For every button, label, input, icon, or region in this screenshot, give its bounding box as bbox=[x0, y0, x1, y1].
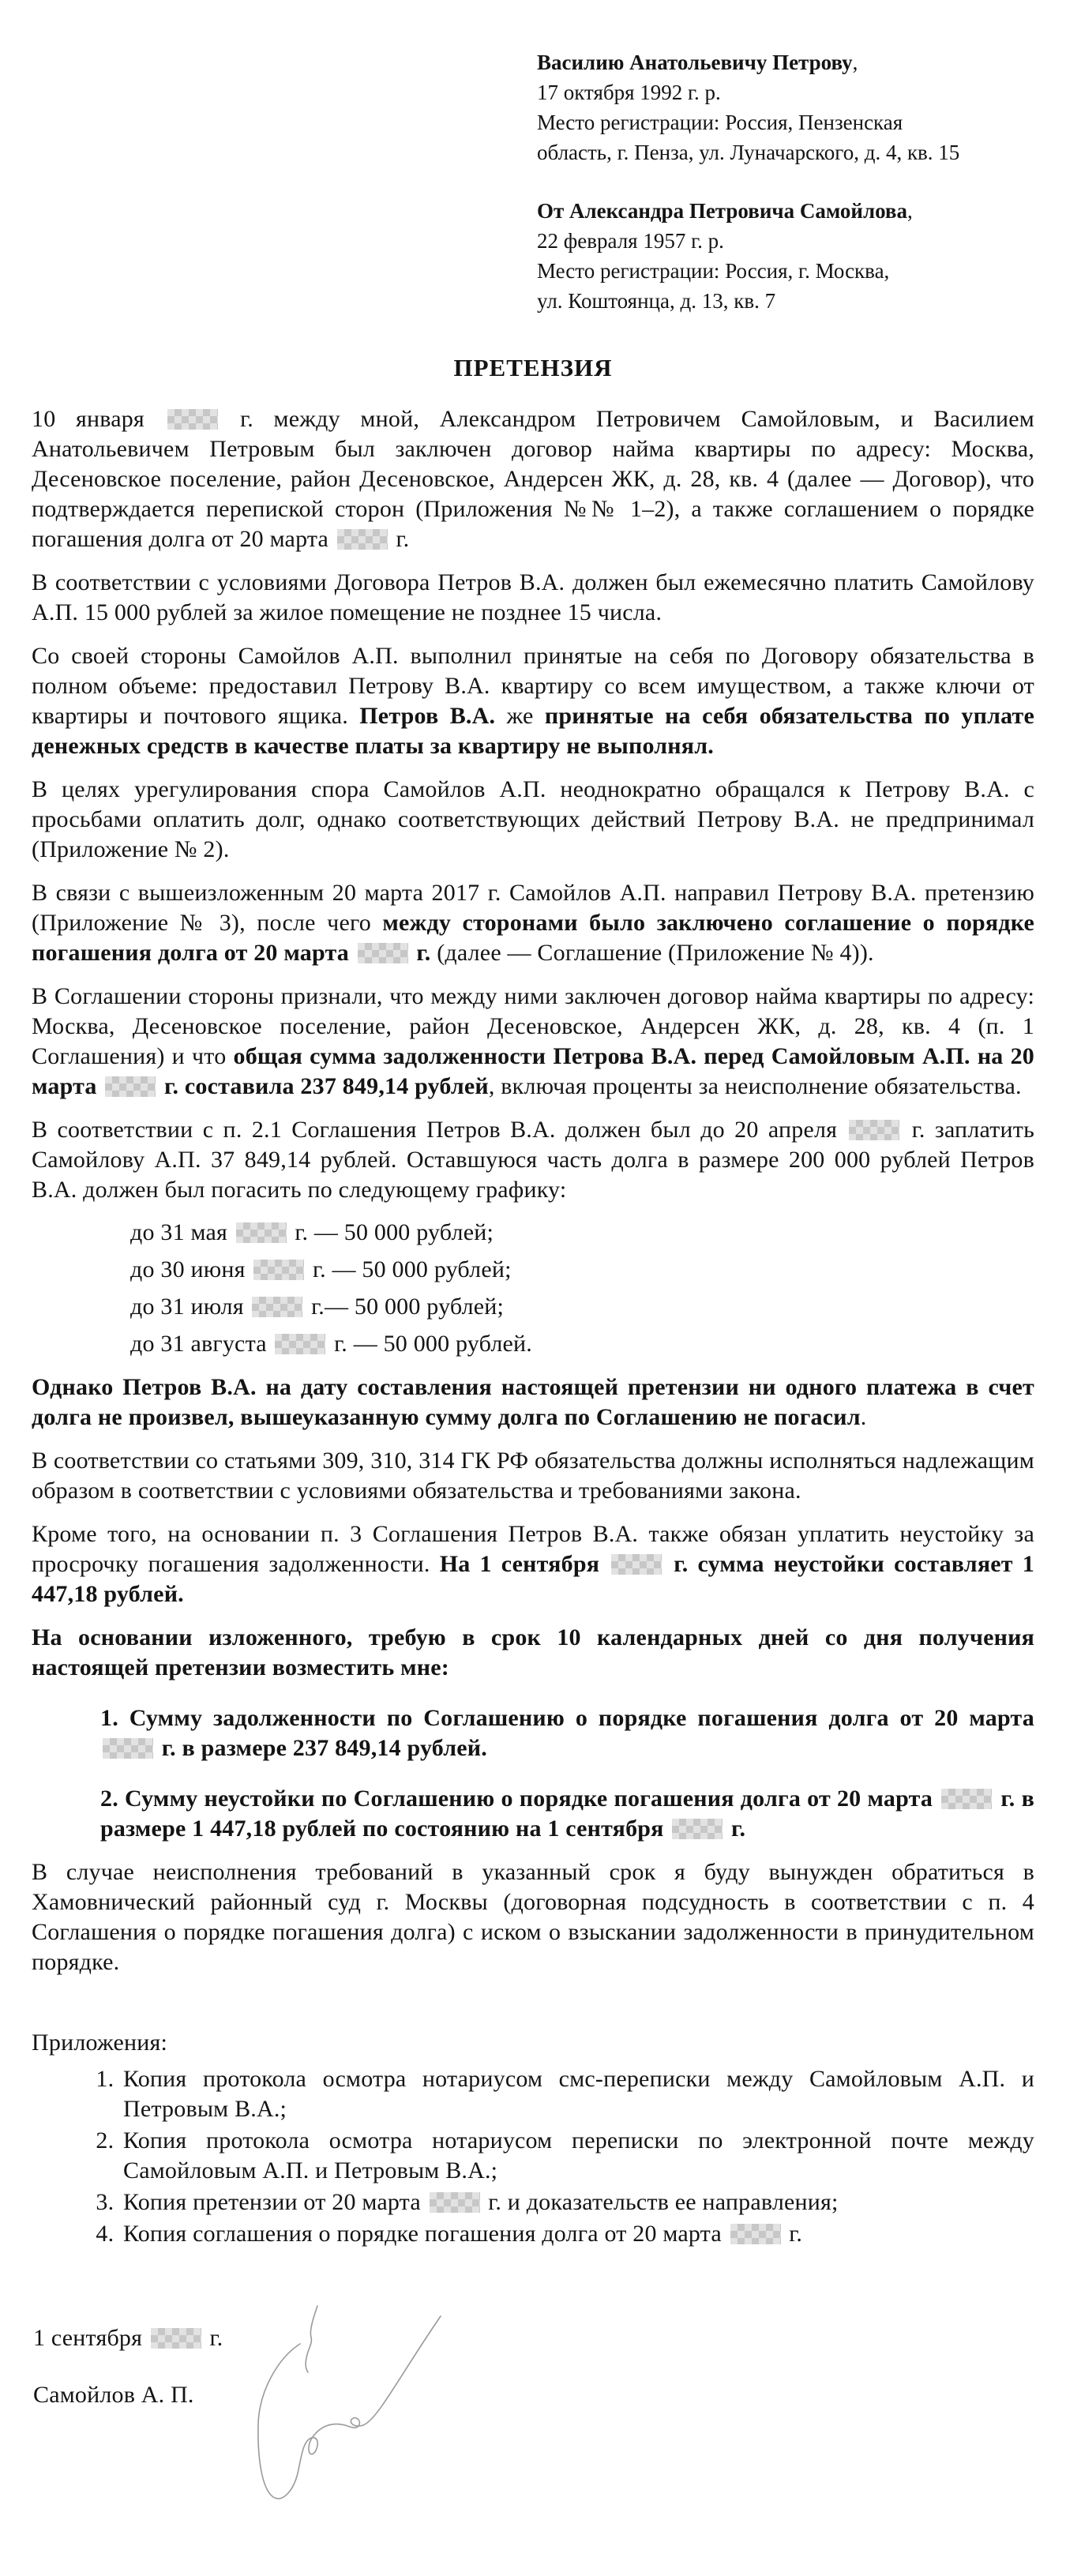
text-run: г. bbox=[783, 2221, 803, 2247]
addressee-name-line bbox=[537, 47, 1034, 77]
text-run: Кроме того, на основании п. 3 Соглашения Петров В.А. также обязан уплатить неустойку за просрочку погашения задолженности. bbox=[32, 1521, 1034, 1577]
redacted-date bbox=[252, 1297, 302, 1317]
redacted-date bbox=[337, 529, 388, 550]
paragraph-contract-intro bbox=[32, 404, 1034, 554]
paragraph-first-claim-and-agreement bbox=[32, 878, 1034, 968]
signer-name: Самойлов А. П. bbox=[33, 2382, 194, 2408]
demand-item-debt bbox=[100, 1703, 1034, 1763]
bold-text-run: г. сумма неустойки составляет 1 447,18 рублей. bbox=[32, 1551, 1034, 1607]
redacted-date bbox=[672, 1819, 723, 1839]
text-run: , bbox=[907, 199, 913, 223]
text-run: 22 февраля 1957 г. р. bbox=[537, 229, 724, 253]
header-parties-block bbox=[537, 47, 1034, 316]
attachments-heading: Приложения: bbox=[32, 2030, 168, 2056]
addressee-address-1 bbox=[537, 107, 1034, 137]
redacted-date bbox=[430, 2192, 480, 2213]
bold-text-run: Петров В.А. bbox=[359, 703, 496, 729]
sender-birthdate bbox=[537, 226, 1034, 256]
text-run: В соответствии с условиями Договора Петров В.А. должен был ежемесячно платить Самойлову А.П. 15 000 рублей за жилое помещение не позднее 15 числа. bbox=[32, 569, 1034, 625]
bold-text-run: Василию Анатольевичу Петрову bbox=[537, 51, 853, 74]
text-run: В соответствии с п. 2.1 Соглашения Петров В.А. должен был до 20 апреля bbox=[32, 1117, 847, 1143]
redacted-date bbox=[151, 2328, 201, 2349]
text-run: В целях урегулирования спора Самойлов А.П. неоднократно обращался к Петрову В.А. с просьбами оплатить долг, однако соответствующих действий Петрову В.А. не предпринимал (Приложение № 2). bbox=[32, 776, 1034, 862]
redacted-date bbox=[611, 1554, 662, 1575]
attachment-item bbox=[120, 2126, 1034, 2186]
redacted-date bbox=[236, 1222, 287, 1243]
paragraph-debt-amount bbox=[32, 982, 1034, 1102]
redacted-date bbox=[730, 2224, 781, 2244]
bold-text-run: На 1 сентября bbox=[439, 1551, 610, 1577]
bold-text-run: между сторонами было заключено соглашение о порядке погашения долга от 20 марта bbox=[32, 910, 1034, 966]
text-run: (далее — Соглашение (Приложение № 4)). bbox=[430, 940, 874, 966]
bold-text-run: г. в размере 237 849,14 рублей. bbox=[156, 1735, 487, 1761]
redacted-date bbox=[849, 1120, 899, 1140]
text-run: г. bbox=[389, 526, 410, 552]
text-run: г. — 50 000 рублей; bbox=[306, 1256, 512, 1282]
text-run: г. — 50 000 рублей; bbox=[288, 1219, 494, 1245]
text-run: Со своей стороны Самойлов А.П. выполнил принятые на себя по Договору обязательства в полном объеме: предоставил Петрову В.А. квартиру со всем имуществом, а также ключи от квартиры и почтового ящика. bbox=[32, 643, 1034, 729]
paragraph-court-warning bbox=[32, 1857, 1034, 1977]
attachment-item bbox=[120, 2064, 1034, 2124]
text-run: г. между мной, Александром Петровичем Самойловым, и Василием Анатольевичем Петровым был заключен договор найма квартиры по адресу: Москва, Десеновское поселение, район Десеновское, Андерсен ЖК, д. 28, кв. 4 (далее — Договор), что подтверждается перепиской сторон (Приложения №№ 1–2), а также соглашением о порядке погашения долга от 20 марта bbox=[32, 406, 1034, 552]
attachment-item bbox=[120, 2187, 1034, 2217]
bold-text-run: принятые на себя обязательства по уплате денежных средств в качестве платы за квартиру не выполнял. bbox=[32, 703, 1034, 759]
handwritten-signature bbox=[237, 2290, 450, 2503]
document-title: ПРЕТЕНЗИЯ bbox=[453, 354, 613, 381]
text-run: 10 января bbox=[32, 406, 165, 432]
party-gap bbox=[537, 167, 1034, 196]
bold-text-run: Однако Петров В.А. на дату составления настоящей претензии ни одного платежа в счет долга не произвел, вышеуказанную сумму долга по Соглашению не погасил bbox=[32, 1374, 1034, 1430]
text-run: же bbox=[495, 703, 545, 729]
text-run: . bbox=[860, 1404, 867, 1430]
bold-text-run: 2. Сумму неустойки по Соглашению о порядке погашения долга от 20 марта bbox=[100, 1786, 940, 1812]
text-run: Место регистрации: Россия, г. Москва, bbox=[537, 259, 890, 283]
text-run: г. и доказательств ее направления; bbox=[482, 2189, 839, 2215]
text-run: до 30 июня bbox=[130, 1256, 252, 1282]
schedule-item bbox=[130, 1292, 1034, 1322]
bold-text-run: г. в размере 1 447,18 рублей по состоянию на 1 сентября bbox=[100, 1786, 1034, 1842]
text-run: г. bbox=[203, 2325, 223, 2351]
paragraph-civil-code bbox=[32, 1446, 1034, 1506]
paragraph-landlord-performance bbox=[32, 641, 1034, 761]
text-run: до 31 июля bbox=[130, 1294, 250, 1320]
paragraph-rent-terms bbox=[32, 568, 1034, 628]
text-run: Место регистрации: Россия, Пензенская bbox=[537, 111, 903, 134]
schedule-item bbox=[130, 1329, 1034, 1359]
text-run: г.— 50 000 рублей; bbox=[305, 1294, 505, 1320]
redacted-date bbox=[253, 1260, 304, 1280]
text-run: В соответствии со статьями 309, 310, 314 ГК РФ обязательства должны исполняться надлежащим образом в соответствии с условиями обязательства и требованиями закона. bbox=[32, 1448, 1034, 1504]
bold-text-run: От Александра Петровича Самойлова bbox=[537, 199, 908, 223]
demand-item-penalty bbox=[100, 1784, 1034, 1844]
bold-text-run: общая сумма задолженности Петрова В.А. перед Самойловым А.П. на 20 марта bbox=[32, 1043, 1034, 1099]
text-run: до 31 мая bbox=[130, 1219, 234, 1245]
paragraph-settlement-attempts bbox=[32, 775, 1034, 865]
redacted-date bbox=[167, 409, 218, 430]
text-run: г. — 50 000 рублей. bbox=[328, 1331, 532, 1357]
footer-date bbox=[33, 2325, 223, 2352]
bold-text-run: г. bbox=[410, 940, 431, 966]
bold-text-run: г. bbox=[725, 1816, 746, 1842]
text-run: область, г. Пенза, ул. Луначарского, д. 4, кв. 15 bbox=[537, 141, 960, 164]
redacted-date bbox=[358, 943, 408, 963]
text-run: Копия протокола осмотра нотариусом смс-переписки между Самойловым А.П. и Петровым В.А.; bbox=[123, 2066, 1034, 2122]
paragraph-demands-intro bbox=[32, 1623, 1034, 1683]
document-body bbox=[32, 404, 1034, 2249]
payment-schedule-list bbox=[130, 1218, 1034, 1359]
paragraph-no-payments bbox=[32, 1372, 1034, 1433]
text-run: 1 сентября bbox=[33, 2325, 148, 2351]
attachments-list bbox=[32, 2064, 1034, 2249]
paragraph-payment-schedule-intro bbox=[32, 1115, 1034, 1205]
redacted-date bbox=[103, 1738, 153, 1759]
text-run: г. заплатить Самойлову А.П. 37 849,14 рублей. Оставшуюся часть долга в размере 200 000 рублей Петров В.А. должен был погасить по следующему графику: bbox=[32, 1117, 1034, 1203]
addressee-birthdate bbox=[537, 77, 1034, 107]
paragraph-penalty bbox=[32, 1519, 1034, 1609]
text-run: Копия соглашения о порядке погашения долга от 20 марта bbox=[123, 2221, 728, 2247]
text-run: до 31 августа bbox=[130, 1331, 273, 1357]
attachment-item bbox=[120, 2219, 1034, 2249]
text-run: Копия претензии от 20 марта bbox=[123, 2189, 427, 2215]
text-run: В Соглашении стороны признали, что между ними заключен договор найма квартиры по адресу: Москва, Десеновское поселение, район Десеновское, Андерсен ЖК, д. 28, кв. 4 (п. 1 Соглашения) и что bbox=[32, 983, 1034, 1069]
bold-text-run: г. составила 237 849,14 рублей bbox=[158, 1073, 489, 1099]
redacted-date bbox=[105, 1076, 156, 1097]
text-run: , включая проценты за неисполнение обязательства. bbox=[488, 1073, 1022, 1099]
addressee-address-2 bbox=[537, 137, 1034, 167]
text-run: В связи с вышеизложенным 20 марта 2017 г. Самойлов А.П. направил Петрову В.А. претензию (Приложение № 3), после чего bbox=[32, 880, 1034, 936]
schedule-item bbox=[130, 1218, 1034, 1248]
redacted-date bbox=[275, 1334, 325, 1354]
redacted-date bbox=[941, 1789, 992, 1809]
text-run: В случае неисполнения требований в указанный срок я буду вынужден обратиться в Хамовнический районный суд г. Москвы (договорная подсудность в соответствии с п. 4 Соглашения о порядке погашения долга) с иском о взыскании задолженности в принудительном порядке. bbox=[32, 1859, 1034, 1975]
bold-text-run: На основании изложенного, требую в срок 10 календарных дней со дня получения настоящей претензии возместить мне: bbox=[32, 1624, 1034, 1680]
sender-name-line bbox=[537, 196, 1034, 226]
sender-address-1 bbox=[537, 256, 1034, 286]
text-run: , bbox=[852, 51, 858, 74]
text-run: ул. Коштоянца, д. 13, кв. 7 bbox=[537, 289, 776, 313]
bold-text-run: 1. Сумму задолженности по Соглашению о порядке погашения долга от 20 марта bbox=[100, 1705, 1034, 1731]
sender-address-2 bbox=[537, 286, 1034, 316]
text-run: 17 октября 1992 г. р. bbox=[537, 81, 721, 104]
schedule-item bbox=[130, 1255, 1034, 1285]
text-run: Копия протокола осмотра нотариусом переписки по электронной почте между Самойловым А.П. и Петровым В.А.; bbox=[123, 2127, 1034, 2184]
